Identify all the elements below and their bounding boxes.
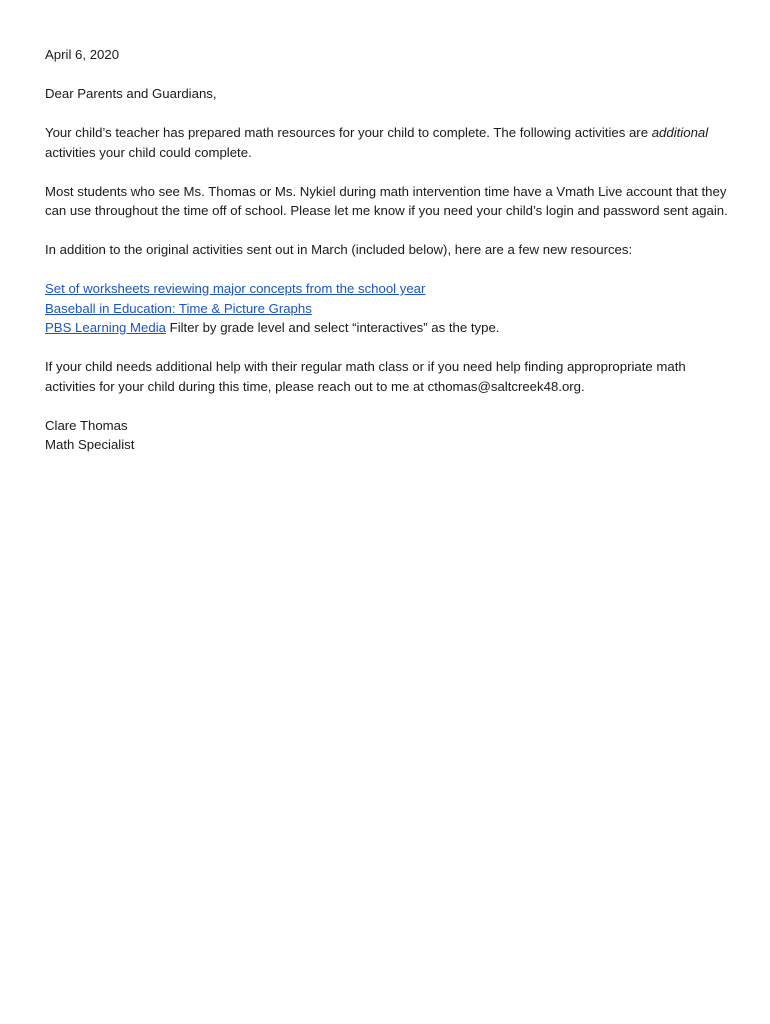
baseball-graphs-link[interactable]: Baseball in Education: Time & Picture Graphs	[45, 300, 312, 316]
resource-links-list	[45, 279, 735, 338]
paragraph-teacher-resources	[45, 123, 735, 162]
letter-date: April 6, 2020	[45, 47, 120, 62]
paragraph-text: activities your child could complete.	[45, 144, 252, 160]
emphasized-word: additional	[651, 125, 709, 140]
worksheets-link[interactable]: Set of worksheets reviewing major concepts from the school year	[45, 281, 426, 296]
signature-title: Math Specialist	[45, 437, 135, 452]
signature-block	[45, 416, 735, 455]
resource-item-worksheets	[45, 279, 735, 299]
pbs-learning-media-link[interactable]: PBS Learning Media	[45, 320, 166, 335]
signature-name: Clare Thomas	[45, 417, 128, 433]
paragraph-text: Your child’s teacher has prepared math resources for your child to complete. The following activities are	[45, 125, 652, 140]
pbs-note: Filter by grade level and select “interactives” as the type.	[165, 320, 500, 335]
paragraph-vmath-account: Most students who see Ms. Thomas or Ms. Nykiel during math intervention time have a Vmath Live account that they can use throughout the time off of school. Please let me know if you need your child’s login and password sent again.	[45, 183, 728, 218]
letter-greeting: Dear Parents and Guardians,	[45, 86, 217, 101]
paragraph-new-resources-intro: In addition to the original activities sent out in March (included below), here are a few new resources:	[45, 242, 633, 257]
letter-body	[45, 45, 735, 455]
paragraph-contact: If your child needs additional help with their regular math class or if you need help finding appropropriate math activities for your child during this time, please reach out to me at cthomas@saltcreek48.org.	[45, 359, 686, 394]
resource-item-baseball	[45, 299, 735, 319]
resource-item-pbs	[45, 318, 735, 338]
